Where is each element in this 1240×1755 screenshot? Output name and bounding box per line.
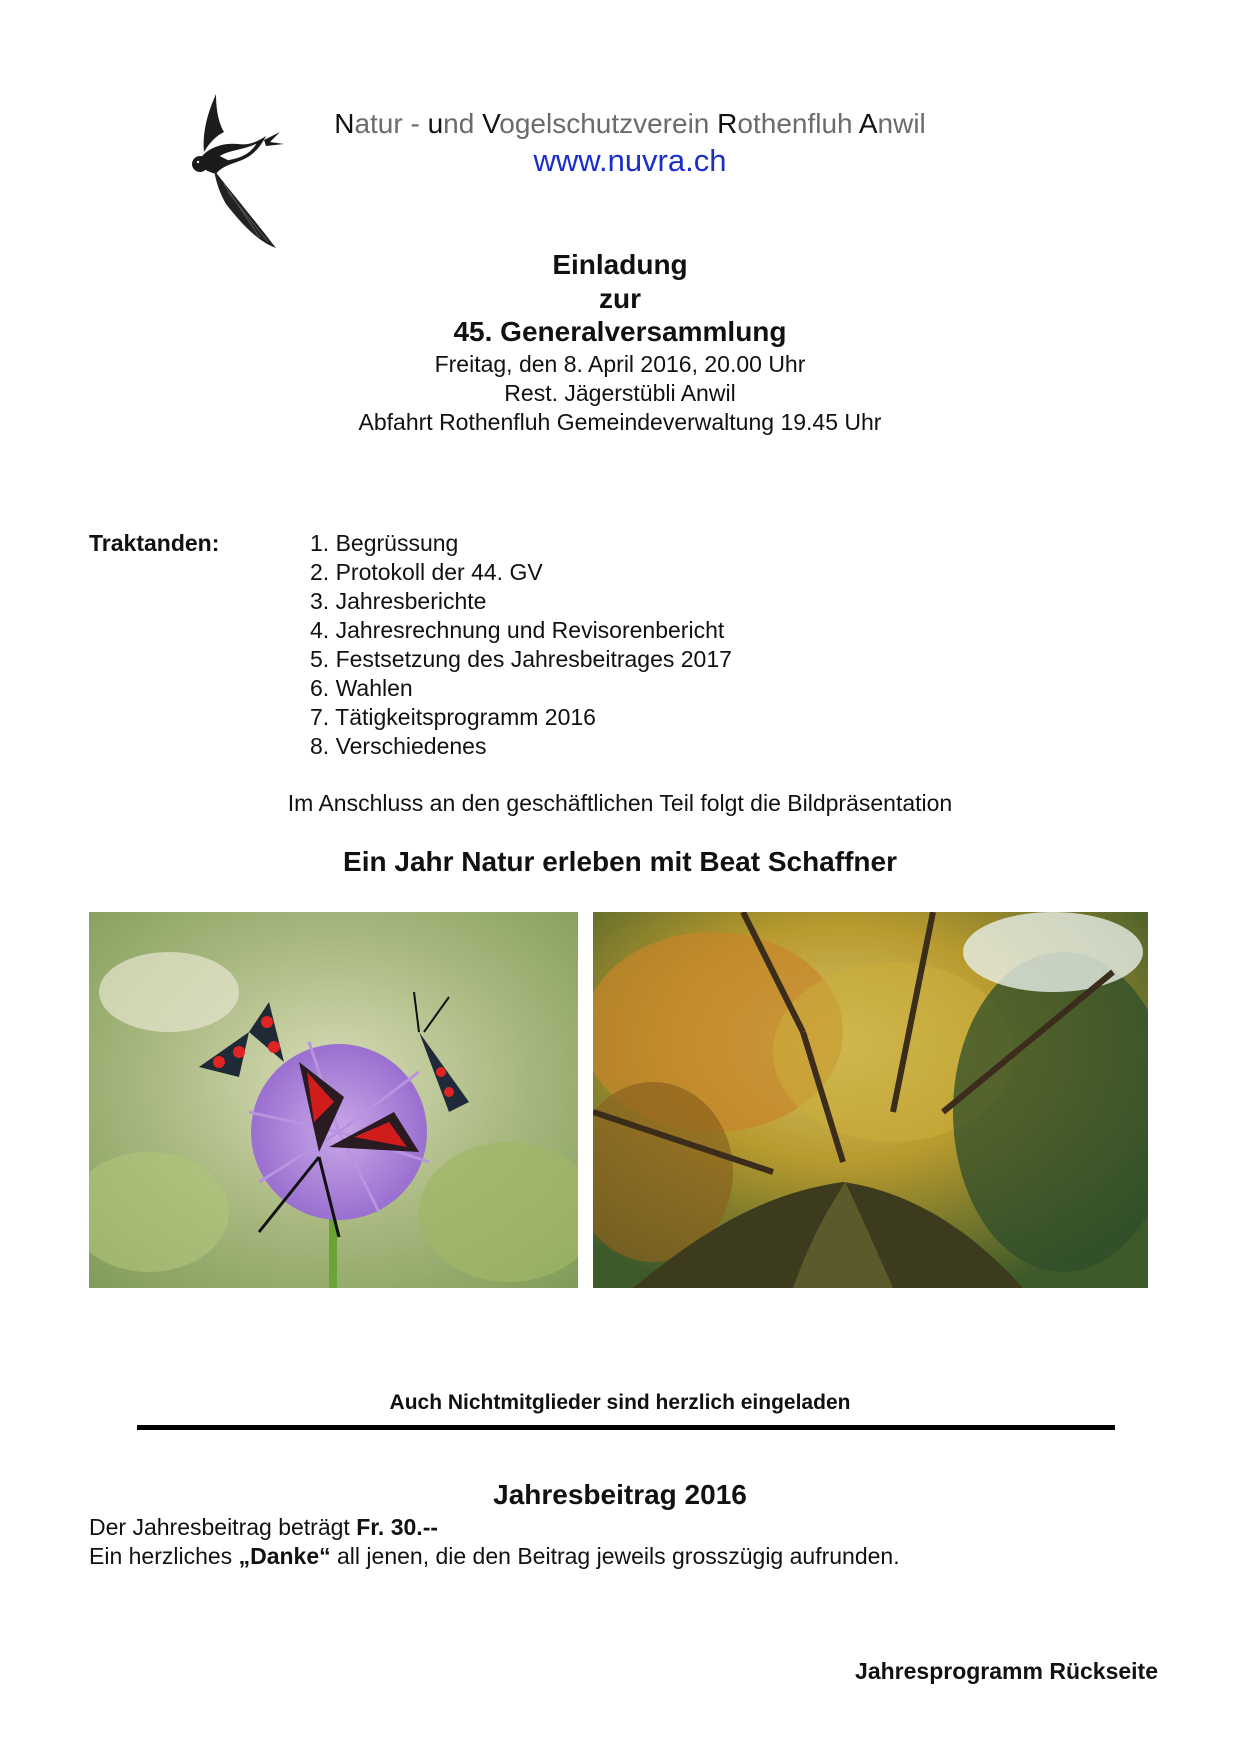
assembly-title: 45. Generalversammlung — [453, 316, 787, 347]
org-name-initial: V — [482, 108, 500, 139]
departure-info: Abfahrt Rothenfluh Gemeindeverwaltung 19.45 Uhr — [358, 409, 882, 435]
agenda-item: 4. Jahresrechnung und Revisorenbericht — [310, 617, 725, 643]
agenda-item: 8. Verschiedenes — [310, 733, 487, 759]
org-name-part: nwil — [877, 108, 926, 139]
fee-amount-line — [89, 1514, 438, 1541]
org-name-initial: A — [858, 108, 878, 139]
presentation-note: Im Anschluss an den geschäftlichen Teil folgt die Bildpräsentation — [287, 790, 953, 816]
backside-note: Jahresprogramm Rückseite — [855, 1658, 1158, 1684]
org-name-initial: u — [427, 108, 444, 139]
fee-amount-prefix: Der Jahresbeitrag beträgt — [89, 1514, 357, 1540]
invitation-heading-zur: zur — [599, 283, 641, 314]
org-name-initial: R — [717, 108, 738, 139]
guests-welcome-note: Auch Nichtmitglieder sind herzlich eingeladen — [389, 1391, 851, 1414]
agenda-item: 2. Protokoll der 44. GV — [310, 559, 543, 585]
invitation-heading: Einladung — [552, 249, 688, 280]
thanks-suffix: all jenen, die den Beitrag jeweils grosszügig aufrunden. — [330, 1543, 900, 1569]
presentation-title: Ein Jahr Natur erleben mit Beat Schaffner — [343, 846, 897, 877]
thanks-word: „Danke“ — [238, 1543, 331, 1569]
org-name-part: nd — [443, 108, 483, 139]
thanks-line — [89, 1543, 900, 1570]
butterfly-photo — [89, 912, 578, 1288]
organization-name — [300, 108, 960, 140]
agenda-list — [310, 529, 732, 761]
fee-title: Jahresbeitrag 2016 — [493, 1479, 747, 1510]
fee-amount: Fr. 30.-- — [356, 1514, 439, 1540]
agenda-item: 7. Tätigkeitsprogramm 2016 — [310, 704, 596, 730]
section-divider — [137, 1425, 1115, 1430]
org-name-part: atur - — [354, 108, 428, 139]
org-name-part: othenfluh — [737, 108, 859, 139]
event-venue: Rest. Jägerstübli Anwil — [504, 380, 736, 406]
agenda-label: Traktanden: — [89, 530, 220, 556]
forest-canopy-photo — [593, 912, 1148, 1288]
agenda-item: 5. Festsetzung des Jahresbeitrages 2017 — [310, 646, 732, 672]
org-name-part: ogelschutzverein — [499, 108, 718, 139]
event-date-time: Freitag, den 8. April 2016, 20.00 Uhr — [434, 351, 806, 377]
agenda-item: 3. Jahresberichte — [310, 588, 487, 614]
thanks-prefix: Ein herzliches — [89, 1543, 239, 1569]
website-link[interactable]: www.nuvra.ch — [533, 143, 727, 178]
swallow-bird-icon — [168, 92, 288, 252]
agenda-item: 6. Wahlen — [310, 675, 413, 701]
agenda-item: 1. Begrüssung — [310, 530, 459, 556]
org-name-initial: N — [334, 108, 355, 139]
